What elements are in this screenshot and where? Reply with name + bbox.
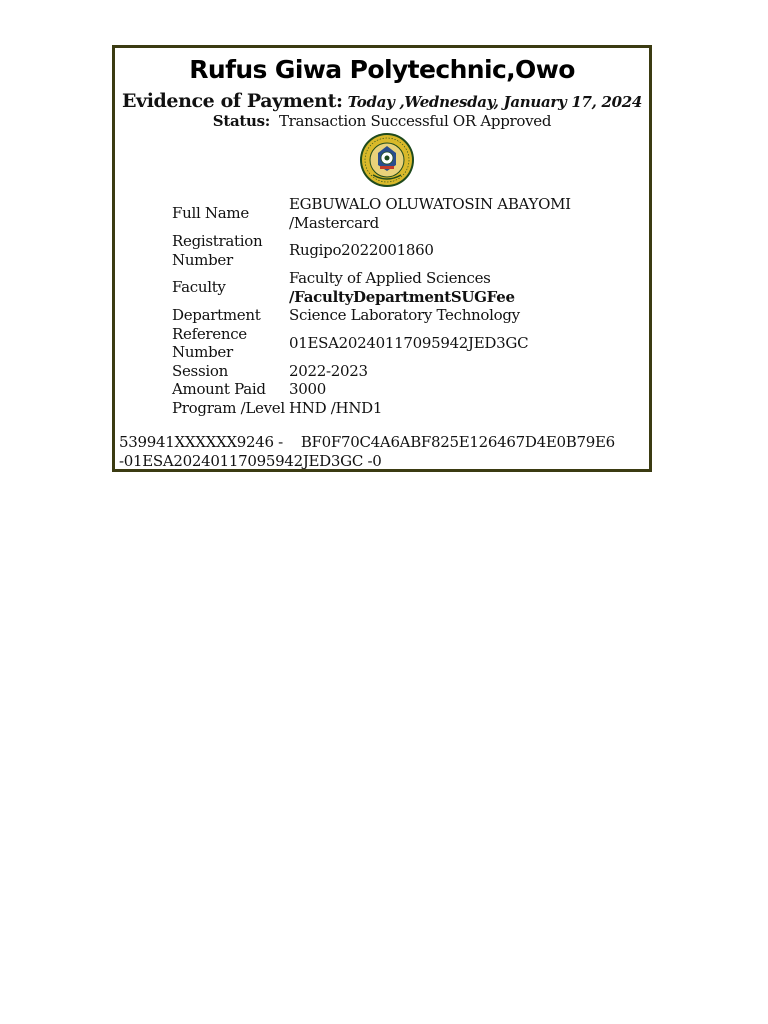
evidence-label: Evidence of Payment: (121, 90, 343, 112)
detail-value: HND /HND1 (289, 398, 383, 417)
payment-date: Today ,Wednesday, January 17, 2024 (347, 93, 643, 111)
detail-row-full-name (172, 195, 589, 232)
detail-value: 3000 (289, 380, 326, 398)
polytechnic-crest-icon (359, 131, 415, 189)
status-value: Transaction Successful OR Approved (278, 112, 552, 130)
transaction-line-1: 539941XXXXXX9246 - BF0F70C4A6ABF825E126467D4E0B79E6 (119, 433, 615, 451)
faculty-name: Faculty of Applied Sciences (289, 269, 491, 287)
transaction-footer (119, 433, 615, 471)
institution-title: Rufus Giwa Polytechnic,Owo (189, 55, 575, 84)
payment-receipt (112, 45, 652, 472)
detail-value: EGBUWALO OLUWATOSIN ABAYOMI /Mastercard (289, 195, 571, 232)
fee-type: /FacultyDepartmentSUGFee (289, 287, 515, 306)
status-line (115, 112, 649, 130)
status-label: Status: (212, 112, 270, 130)
detail-label: Amount Paid (172, 380, 266, 398)
detail-value: 01ESA20240117095942JED3GC (289, 333, 529, 352)
detail-label: Registration Number (172, 232, 263, 269)
detail-label: Full Name (172, 204, 249, 223)
detail-row-department (172, 306, 589, 325)
payment-details (172, 195, 589, 417)
detail-row-program-level (172, 399, 589, 418)
detail-label: Reference Number (172, 324, 247, 361)
detail-value: 2022-2023 (289, 361, 368, 380)
detail-value: Rugipo2022001860 (289, 241, 434, 260)
detail-row-amount-paid (172, 380, 589, 399)
detail-row-reference-number (172, 325, 589, 362)
detail-value (289, 269, 589, 306)
detail-row-registration-number (172, 232, 589, 269)
transaction-line-2: -01ESA20240117095942JED3GC -0 (119, 452, 382, 470)
detail-value: Science Laboratory Technology (289, 306, 520, 324)
detail-row-faculty (172, 269, 589, 306)
detail-label: Department (172, 306, 261, 324)
detail-label: Faculty (172, 278, 226, 297)
evidence-line (115, 90, 649, 112)
detail-label: Session (172, 361, 228, 380)
detail-label: Program /Level (172, 398, 285, 417)
detail-row-session (172, 362, 589, 381)
